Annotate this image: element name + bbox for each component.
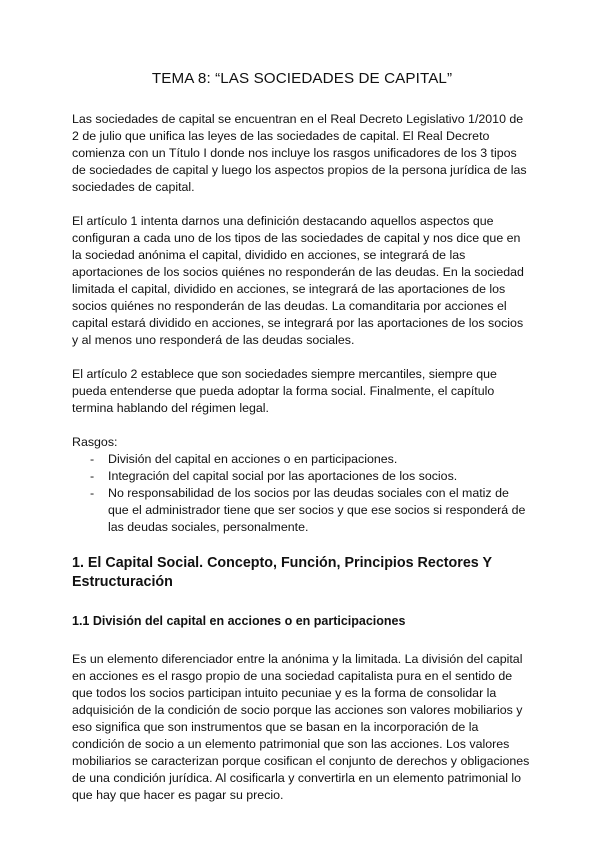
intro-paragraph: Las sociedades de capital se encuentran en el Real Decreto Legislativo 1/2010 de 2 de julio que unifica las leyes de las sociedades de capital. El Real Decreto comienza con un Título I donde nos incluye los rasgos unificadores de los 3 tipos de sociedades de capital y luego los aspectos propios de la persona jurídica de las sociedades de capital. <box>72 112 527 194</box>
list-dash: - <box>90 469 95 483</box>
list-item-text: División del capital en acciones o en participaciones. <box>108 452 398 466</box>
article-1-paragraph: El artículo 1 intenta darnos una definición destacando aquellos aspectos que configuran a cada uno de los tipos de las sociedades de capital y nos dice que en la sociedad anónima el capital, dividido en acciones, se integrará de las aportaciones de los socios quiénes no responderán de las deudas. En la sociedad limitada el capital, dividido en acciones, se integrará de las aportaciones de los socios quiénes no responderán de las deudas. La comanditaria por acciones el capital estará dividido en acciones, se integrará por las aportaciones de los socios y al menos uno responderá de las deudas sociales. <box>72 214 524 347</box>
list-item <box>72 468 532 485</box>
rasgos-label: Rasgos: <box>72 435 118 449</box>
article-2-paragraph: El artículo 2 establece que son sociedades siempre mercantiles, siempre que pueda entenderse que pueda adoptar la forma social. Finalmente, el capítulo termina hablando del régimen legal. <box>72 367 497 415</box>
document-title: TEMA 8: “LAS SOCIEDADES DE CAPITAL” <box>151 70 453 87</box>
section-1-1-heading: 1.1 División del capital en acciones o en participaciones <box>72 614 406 628</box>
document-page <box>72 70 532 821</box>
section-1-heading: 1. El Capital Social. Concepto, Función, Principios Rectores Y Estructuración <box>72 555 492 590</box>
list-dash: - <box>90 486 95 500</box>
list-item-text: Integración del capital social por las aportaciones de los socios. <box>108 469 458 483</box>
list-item <box>72 451 532 468</box>
section-1-1-paragraph: Es un elemento diferenciador entre la anónima y la limitada. La división del capital en acciones es el rasgo propio de una sociedad capitalista pura en el sentido de que todos los socios participan intuito pecuniae y es la forma de consolidar la adquisición de la condición de socio porque las acciones son valores mobiliarios y eso significa que son instrumentos que se basan en la incorporación de la condición de socio a un elemento patrimonial que son las acciones. Los valores mobiliarios se caracterizan porque cosifican el conjunto de derechos y obligaciones de una condición jurídica. Al cosificarla y convertirla en un elemento patrimonial lo que hay que hacer es pagar su precio. <box>72 652 530 802</box>
list-item-text: No responsabilidad de los socios por las deudas sociales con el matiz de que el administrador tiene que ser socios y que ese socios si responderá de las deudas sociales, personalmente. <box>108 486 526 534</box>
rasgos-list <box>72 451 532 536</box>
list-item <box>72 485 532 536</box>
list-dash: - <box>90 452 95 466</box>
